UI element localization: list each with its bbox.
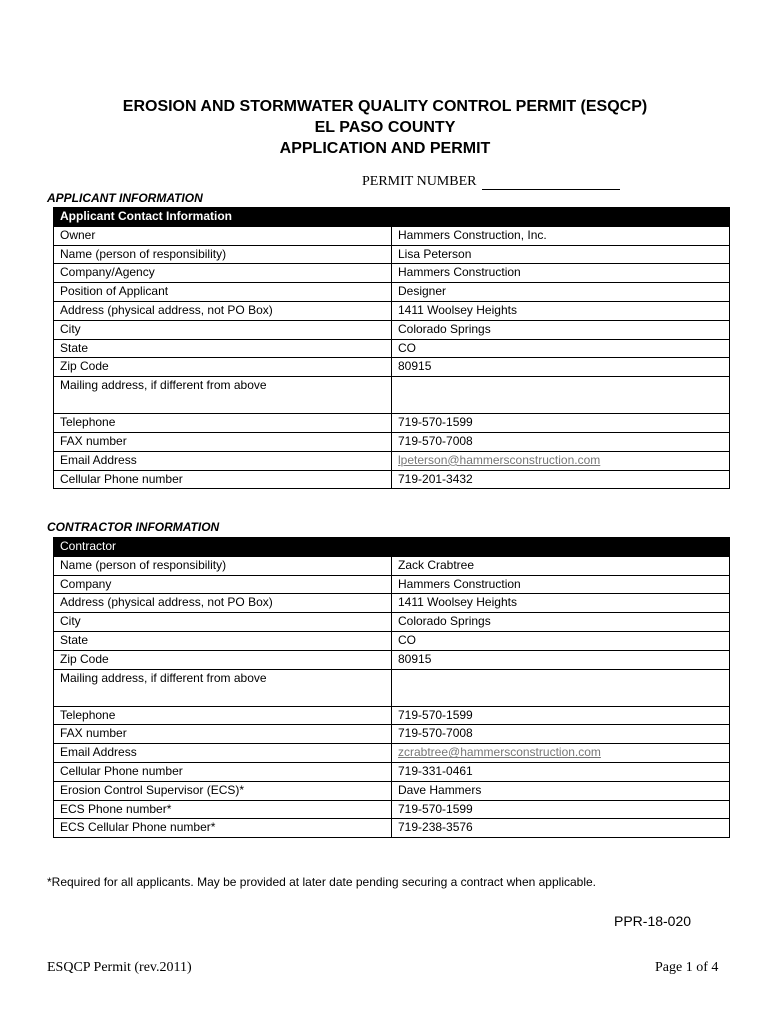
table-row [54, 781, 730, 800]
row-label: FAX number [54, 725, 392, 744]
row-value: Colorado Springs [392, 613, 730, 632]
email-link[interactable]: zcrabtree@hammersconstruction.com [398, 745, 601, 760]
row-value: CO [392, 631, 730, 650]
contractor-table-header: Contractor [54, 538, 730, 557]
table-row [54, 706, 730, 725]
table-row [54, 575, 730, 594]
row-label: Company/Agency [54, 264, 392, 283]
table-row [54, 650, 730, 669]
row-label: State [54, 631, 392, 650]
table-row [54, 320, 730, 339]
row-label: Name (person of responsibility) [54, 556, 392, 575]
row-value: Hammers Construction [392, 264, 730, 283]
table-row [54, 339, 730, 358]
row-value: 719-331-0461 [392, 762, 730, 781]
table-row [54, 301, 730, 320]
row-label: Position of Applicant [54, 283, 392, 302]
row-label: Cellular Phone number [54, 470, 392, 489]
row-value: 719-238-3576 [392, 819, 730, 838]
row-label: Telephone [54, 706, 392, 725]
row-value: 719-570-1599 [392, 414, 730, 433]
row-label: Name (person of responsibility) [54, 245, 392, 264]
row-label: Zip Code [54, 358, 392, 377]
document-subtitle-application: APPLICATION AND PERMIT [279, 140, 491, 157]
row-label: FAX number [54, 432, 392, 451]
row-label: ECS Cellular Phone number* [54, 819, 392, 838]
row-value: 719-570-7008 [392, 432, 730, 451]
row-label: Erosion Control Supervisor (ECS)* [54, 781, 392, 800]
table-row [54, 451, 730, 470]
row-value: Dave Hammers [392, 781, 730, 800]
row-label: Email Address [54, 451, 392, 470]
row-label: Mailing address, if different from above [54, 377, 392, 414]
row-value: 719-201-3432 [392, 470, 730, 489]
email-link[interactable]: lpeterson@hammersconstruction.com [398, 452, 601, 467]
table-row [54, 800, 730, 819]
row-value [392, 377, 730, 414]
table-row [54, 819, 730, 838]
row-value: 1411 Woolsey Heights [392, 594, 730, 613]
table-row [54, 414, 730, 433]
required-footnote: *Required for all applicants. May be provided at later date pending securing a contract when applicable. [47, 875, 596, 889]
table-row [54, 613, 730, 632]
form-code: PPR-18-020 [614, 913, 692, 929]
row-value: 719-570-1599 [392, 706, 730, 725]
footer-document-name: ESQCP Permit (rev.2011) [47, 960, 192, 975]
table-row [54, 432, 730, 451]
row-label: Address (physical address, not PO Box) [54, 594, 392, 613]
table-row [54, 631, 730, 650]
applicant-table-header: Applicant Contact Information [54, 208, 730, 227]
table-row [54, 264, 730, 283]
table-row [54, 358, 730, 377]
contractor-section-title: CONTRACTOR INFORMATION [47, 520, 220, 534]
table-row [54, 669, 730, 706]
applicant-table [53, 207, 730, 489]
table-row [54, 245, 730, 264]
contractor-table [53, 537, 730, 838]
row-value: Lisa Peterson [392, 245, 730, 264]
row-label: Zip Code [54, 650, 392, 669]
row-value: Designer [392, 283, 730, 302]
document-subtitle-county: EL PASO COUNTY [314, 119, 456, 136]
row-value: 80915 [392, 650, 730, 669]
permit-number-blank[interactable] [482, 175, 620, 190]
row-value: CO [392, 339, 730, 358]
row-label: Mailing address, if different from above [54, 669, 392, 706]
row-label: Email Address [54, 744, 392, 763]
row-label: Owner [54, 226, 392, 245]
permit-number-field [362, 174, 620, 190]
table-row [54, 594, 730, 613]
row-label: Company [54, 575, 392, 594]
row-value: 80915 [392, 358, 730, 377]
table-row [54, 377, 730, 414]
row-value: 719-570-1599 [392, 800, 730, 819]
table-row [54, 283, 730, 302]
applicant-section-title: APPLICANT INFORMATION [47, 191, 203, 205]
row-label: Cellular Phone number [54, 762, 392, 781]
table-row [54, 470, 730, 489]
permit-number-label: PERMIT NUMBER [362, 174, 477, 189]
document-title: EROSION AND STORMWATER QUALITY CONTROL PERMIT (ESQCP) [122, 98, 648, 115]
row-label: Address (physical address, not PO Box) [54, 301, 392, 320]
table-row [54, 744, 730, 763]
row-value [392, 744, 730, 763]
table-row [54, 725, 730, 744]
row-value: Hammers Construction, Inc. [392, 226, 730, 245]
row-label: ECS Phone number* [54, 800, 392, 819]
row-value: 1411 Woolsey Heights [392, 301, 730, 320]
row-value: Hammers Construction [392, 575, 730, 594]
row-label: City [54, 613, 392, 632]
row-label: Telephone [54, 414, 392, 433]
table-row [54, 226, 730, 245]
footer-page-number: Page 1 of 4 [655, 960, 719, 975]
row-value: 719-570-7008 [392, 725, 730, 744]
row-label: City [54, 320, 392, 339]
row-value: Colorado Springs [392, 320, 730, 339]
row-value [392, 669, 730, 706]
table-row [54, 762, 730, 781]
table-row [54, 556, 730, 575]
row-value: Zack Crabtree [392, 556, 730, 575]
row-label: State [54, 339, 392, 358]
row-value [392, 451, 730, 470]
